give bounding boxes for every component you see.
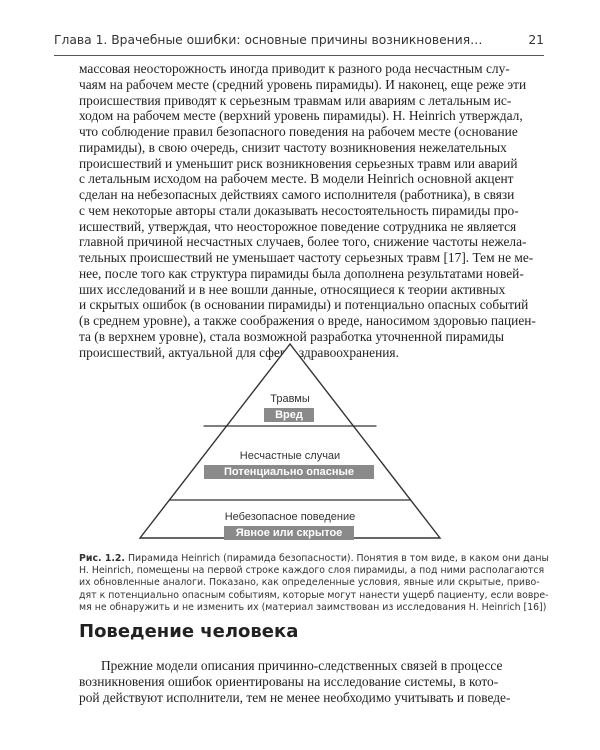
- caption-line: их обновленные аналоги. Показано, как определенные условия, явные или скрытые, приво-: [79, 577, 540, 589]
- text-line: тельных происшествий не уменьшает частоту серьезных травм [17]. Тем не ме-: [79, 250, 534, 265]
- page-number: 21: [528, 33, 544, 47]
- pyramid-level-middle-badge: Потенциально опасные события: [204, 465, 374, 479]
- text-line: чаям на рабочем месте (средний уровень пирамиды). И наконец, еще реже эти: [79, 76, 527, 92]
- pyramid-level-top-label: Травмы: [270, 393, 310, 405]
- text-line: возникновения ошибок ориентированы на исследование системы, в кото-: [79, 674, 499, 690]
- body-paragraph: [79, 61, 536, 360]
- text-line: происшествий, актуальной для сферы здравоохранения.: [79, 344, 399, 360]
- text-line: что соблюдение правил безопасного поведения на рабочем месте (основание: [79, 124, 518, 139]
- running-title: Глава 1. Врачебные ошибки: основные причины возникновения…: [54, 33, 483, 47]
- text-line: ших исследований и в нее вошли данные, относящиеся к теории активных: [79, 281, 506, 297]
- pyramid-level-top-badge: Вред: [264, 408, 314, 422]
- text-line: ходом на рабочем месте (верхний уровень пирамиды). H. Heinrich утверждал,: [79, 108, 523, 124]
- caption-line: мя не обнаружить и не изменить их (материал заимствован из исследования H. Heinrich [16]): [79, 601, 547, 613]
- caption-line: H. Heinrich, помещены на первой строке каждого слоя пирамиды, а под ними располагаются: [79, 565, 545, 577]
- text-line: рой действуют исполнители, тем не менее необходимо учитывать и поведе-: [79, 690, 511, 706]
- figure-caption: [79, 553, 549, 614]
- text-line: с летальным исходом на рабочем месте. В модели Heinrich основной акцент: [79, 171, 514, 187]
- text-line: Прежние модели описания причинно-следственных связей в процессе: [101, 658, 503, 673]
- caption-line: дят к потенциально опасным событиям, которые могут нанести ущерб пациенту, если вовре-: [79, 589, 549, 601]
- section-heading: Поведение человека: [79, 621, 299, 642]
- text-line: та (в верхнем уровне), стала возможной разработка уточненной пирамиды: [79, 328, 504, 344]
- section-paragraph: [79, 658, 521, 707]
- pyramid-level-base-badge: Явное или скрытое: [224, 526, 354, 540]
- text-line: происшествия приводят к серьезным травмам или авариям с летальным ис-: [79, 92, 512, 108]
- pyramid-level-base-label: Небезопасное поведение: [224, 511, 356, 523]
- text-line: главной причиной несчастных случаев, более того, снижение частоты нежела-: [79, 234, 527, 250]
- text-line: с чем некоторые авторы стали доказывать несостоятельность пирамиды про-: [79, 202, 519, 218]
- caption-text-first-line: Пирамида Heinrich (пирамида безопасности). Понятия в том виде, в каком они даны: [125, 553, 549, 564]
- pyramid-level-middle-label: Несчастные случаи: [239, 450, 341, 462]
- text-line: сделан на небезопасных действиях самого исполнителя (работника), в связи: [79, 187, 515, 202]
- heinrich-pyramid-diagram: [140, 344, 440, 544]
- header-rule: [54, 55, 544, 56]
- caption-label: Рис. 1.2.: [79, 553, 125, 564]
- page-header: [54, 33, 544, 51]
- text-line: пирамиды), в свою очередь, снизит частоту возникновения нежелательных: [79, 139, 507, 155]
- pyramid-triangle: [140, 344, 440, 538]
- text-line: и скрытых ошибок (в основании пирамиды) и потенциально опасных событий: [79, 297, 529, 313]
- text-line: массовая неосторожность иногда приводит к разного рода несчастным слу-: [79, 61, 510, 76]
- text-line: (в среднем уровне), а также соображения о вреде, наносимом здоровью пациен-: [79, 313, 536, 328]
- text-line: исшествий, утверждая, что неосторожное поведение сотрудника не является: [79, 218, 517, 234]
- text-line: происшествий и уменьшит риск возникновения серьезных травм или аварий: [79, 155, 518, 171]
- text-line: нее, после того как структура пирамиды была дополнена результатами новей-: [79, 265, 524, 281]
